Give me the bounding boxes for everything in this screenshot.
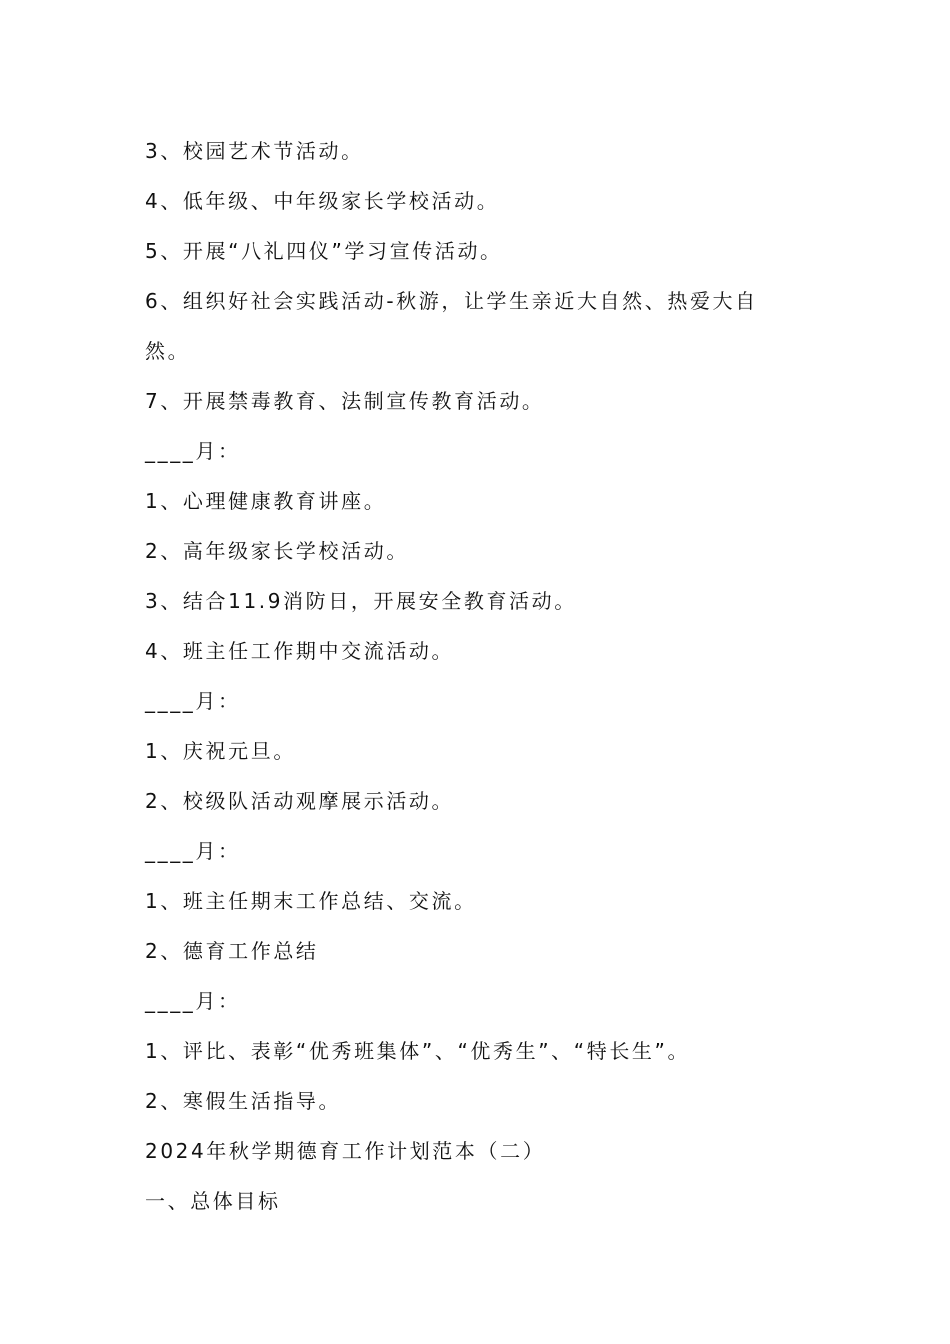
- subsection-heading: 一、总体目标: [145, 1189, 281, 1213]
- activity-item: 1、心理健康教育讲座。: [145, 489, 387, 513]
- activity-item: 5、开展“八礼四仪”学习宣传活动。: [145, 239, 503, 263]
- activity-item: 2、德育工作总结: [145, 939, 319, 963]
- activity-item-continuation: 然。: [145, 339, 191, 363]
- activity-item: 4、低年级、中年级家长学校活动。: [145, 189, 500, 213]
- activity-item: 4、班主任工作期中交流活动。: [145, 639, 455, 663]
- activity-item: 3、结合11.9消防日，开展安全教育活动。: [145, 589, 577, 613]
- month-heading: ____月：: [145, 839, 241, 863]
- activity-item: 1、评比、表彰“优秀班集体”、“优秀生”、“特长生”。: [145, 1039, 691, 1063]
- activity-item: 6、组织好社会实践活动-秋游，让学生亲近大自然、热爱大自: [145, 289, 758, 313]
- month-heading: ____月：: [145, 989, 241, 1013]
- activity-item: 2、高年级家长学校活动。: [145, 539, 409, 563]
- month-heading: ____月：: [145, 689, 241, 713]
- activity-item: 2、寒假生活指导。: [145, 1089, 342, 1113]
- activity-item: 1、庆祝元旦。: [145, 739, 296, 763]
- month-heading: ____月：: [145, 439, 241, 463]
- activity-item: 3、校园艺术节活动。: [145, 139, 364, 163]
- section-title: 2024年秋学期德育工作计划范本（二）: [145, 1139, 546, 1163]
- activity-item: 7、开展禁毒教育、法制宣传教育活动。: [145, 389, 545, 413]
- activity-item: 2、校级队活动观摩展示活动。: [145, 789, 455, 813]
- document-body: [145, 126, 758, 1226]
- activity-item: 1、班主任期末工作总结、交流。: [145, 889, 477, 913]
